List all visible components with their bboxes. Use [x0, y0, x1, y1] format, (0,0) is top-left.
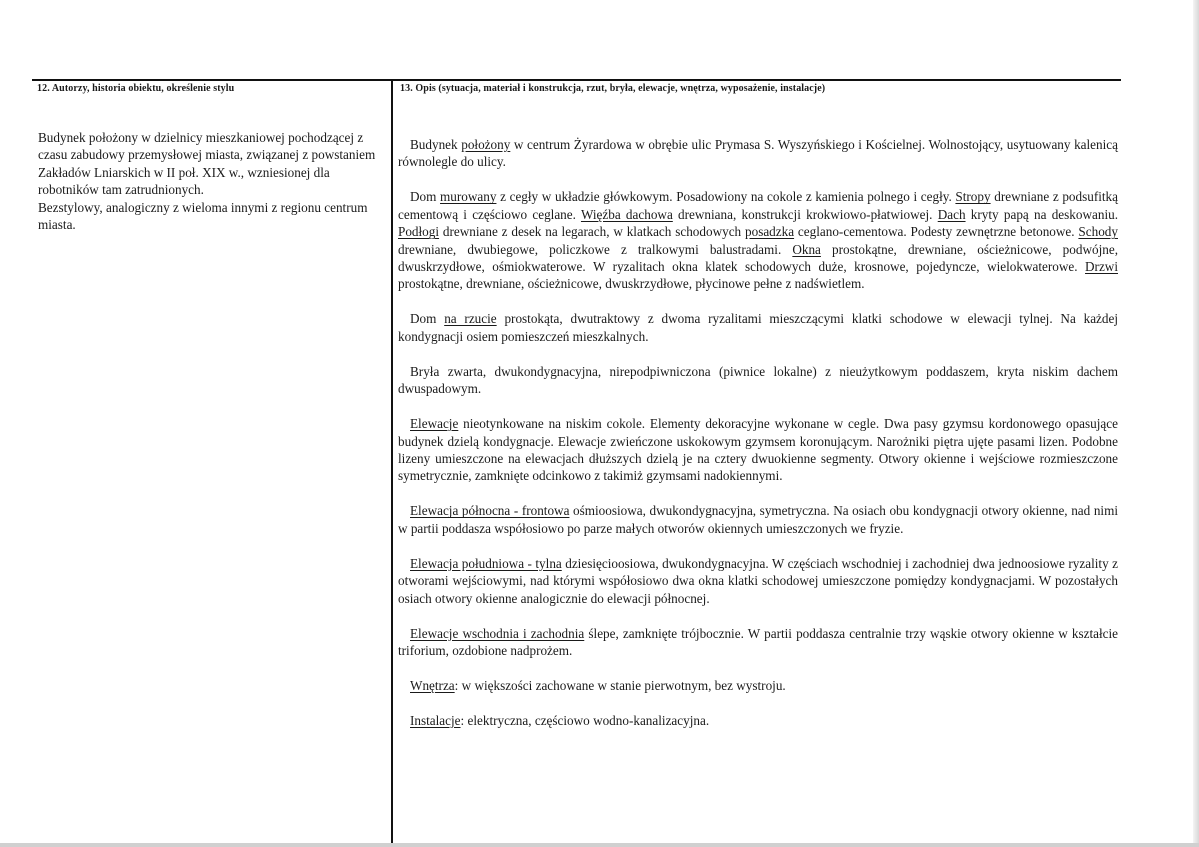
materials-paragraph: Dom murowany z cegły w układzie główkowym. Posadowiony na cokole z kamienia polnego i cegły. Stropy drewniane z podsufitką cementową i częściowo ceglane. Więźba dachowa drewniana, konstrukcji krokwiowo-płatwiowej. Dach kryty papą na deskowaniu. Podłogi drewniane z desek na legarach, w klatkach schodowych posadzka ceglano-cementowa. Podesty zewnętrzne betonowe. Schody drewniane, dwubiegowe, policzkowe z tralkowymi balustradami. Okna prostokątne, drewniane, ościeżnicowe, podwójne, dwuskrzydłowe, ośmiokwaterowe. W ryzalitach okna klatek schodowych duże, krosnowe, pojedyncze, wielokwaterowe. Drzwi prostokątne, drewniane, ościeżnicowe, dwuskrzydłowe, płycinowe pełne z nadświetlem.	[398, 189, 1119, 292]
section-13-body	[398, 136, 1118, 730]
history-paragraph: Budynek położony w dzielnicy mieszkaniowej pochodzącej z czasu zabudowy przemysłowej miasta, związanej z powstaniem Zakładów Lniarskich w II poł. XIX w., wzniesionej dla robotników tam zatrudnionych.	[38, 130, 376, 198]
installations-paragraph: Instalacje: elektryczna, częściowo wodno-kanalizacyjna.	[410, 713, 710, 729]
scan-edge-right	[1193, 0, 1199, 847]
style-paragraph: Bezstylowy, analogiczny z wieloma innymi z regionu centrum miasta.	[38, 199, 368, 233]
column-divider	[391, 79, 393, 847]
side-elevations-paragraph: Elewacje wschodnia i zachodnia ślepe, zamknięte trójbocznie. W partii poddasza centralnie trzy wąskie otwory okienne w kształcie triforium, ozdobione nadprożem.	[398, 625, 1118, 659]
section-12-body	[38, 129, 388, 233]
elevations-paragraph: Elewacje nieotynkowane na niskim cokole. Elementy dekoracyjne wykonane w cegle. Dwa pasy gzymsu kordonowego opasujące budynek dzielą kondygnacje. Elewacje zwieńczone uskokowym gzymsem koronującym. Narożniki piętra ujęte pasami lizen. Podobne lizeny umieszczone na elewacjach dłuższych dzielą je na cztery dwuokienne segmenty. Otwory okienne i wejściowe rozmieszczone symetrycznie, zamknięte odcinkowo z takimiż gzymsami nadokiennymi.	[398, 416, 1118, 484]
top-rule	[32, 79, 1121, 81]
massing-paragraph: Bryła zwarta, dwukondygnacyjna, nirepodpiwniczona (piwnice lokalne) z nieużytkowym poddaszem, kryta niskim dachem dwuspadowym.	[398, 363, 1118, 397]
location-paragraph: Budynek położony w centrum Żyrardowa w obrębie ulic Prymasa S. Wyszyńskiego i Kościelnej. Wolnostojący, usytuowany kalenicą równolegle do ulicy.	[398, 137, 1118, 170]
south-elevation-paragraph: Elewacja południowa - tylna dziesięcioosiowa, dwukondygnacyjna. W częściach wschodniej i zachodniej dwa jednoosiowe ryzality z otworami wejściowymi, nad którymi współosiowo dwa okna klatki schodowej umieszczone pomiędzy kondygnacjami. W pozostałych osiach otwory okienne analogicznie do elewacji północnej.	[398, 555, 1118, 606]
plan-paragraph: Dom na rzucie prostokąta, dwutraktowy z dwoma ryzalitami mieszczącymi klatki schodowe w elewacji tylnej. Na każdej kondygnacji osiem pomieszczeń mieszkalnych.	[398, 311, 1119, 344]
section-13-header: 13. Opis (sytuacja, materiał i konstrukcja, rzut, bryła, elewacje, wnętrza, wyposażenie, instalacje)	[400, 83, 826, 94]
north-elevation-paragraph: Elewacja północna - frontowa ośmioosiowa, dwukondygnacyjna, symetryczna. Na osiach obu kondygnacji otwory okienne, nad nimi w partii poddasza współosiowo po parze małych otworów okiennych umieszczonych we fryzie.	[398, 503, 1119, 536]
scan-edge-bottom	[0, 843, 1199, 847]
section-12-header: 12. Autorzy, historia obiektu, określenie stylu	[37, 83, 235, 94]
interiors-paragraph: Wnętrza: w większości zachowane w stanie pierwotnym, bez wystroju.	[410, 678, 786, 694]
